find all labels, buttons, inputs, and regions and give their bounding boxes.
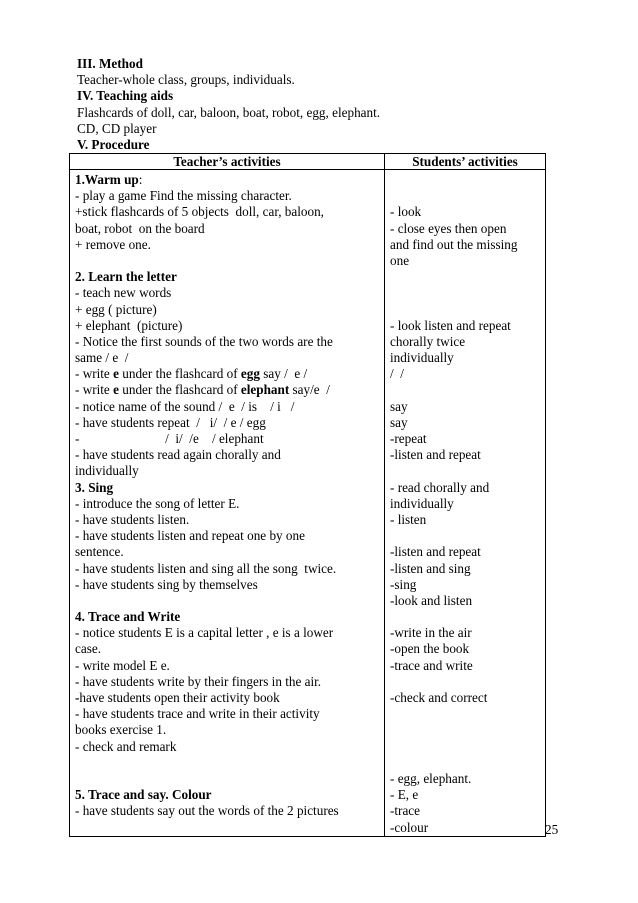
teacher-activity-line (75, 318, 381, 334)
text-segment: - write (75, 366, 114, 382)
student-activity-line (390, 722, 542, 738)
teacher-activity-line (75, 512, 381, 528)
procedure-table (69, 153, 546, 837)
text-segment: -colour (390, 819, 429, 835)
text-segment: -sing (390, 576, 417, 592)
teacher-activity-line (75, 382, 381, 398)
text-segment: - E, e (390, 787, 419, 803)
teacher-activity-line (75, 544, 381, 560)
text-segment: under the flashcard of (118, 366, 241, 382)
text-segment: -listen and repeat (390, 544, 481, 560)
student-activity-line (390, 771, 542, 787)
text-segment: - write model E e. (75, 657, 170, 673)
teacher-activity-line (75, 528, 381, 544)
text-segment: -listen and sing (390, 560, 471, 576)
header-line: CD, CD player (77, 120, 157, 136)
student-column-header: Students’ activities (385, 154, 546, 170)
text-segment: - have students listen. (75, 511, 190, 527)
lesson-header (77, 56, 380, 153)
text-segment: - have students say out the words of the 2 pictures (75, 803, 339, 819)
header-line: IV. Teaching aids (77, 88, 174, 104)
teacher-activity-line (75, 463, 381, 479)
text-segment: - listen (390, 511, 427, 527)
text-segment: - introduce the song of letter E. (75, 495, 240, 511)
text-segment: - have students trace and write in their activity (75, 706, 320, 722)
teacher-activity-line (75, 237, 381, 253)
student-activity-line (390, 431, 542, 447)
text-segment: say (390, 398, 408, 414)
text-segment: one (390, 252, 410, 268)
text-segment: - have students listen and repeat one by one (75, 528, 305, 544)
text-segment: + egg ( picture) (75, 301, 157, 317)
text-segment: e (113, 382, 119, 398)
student-activity-line (390, 512, 542, 528)
text-segment: - (75, 690, 80, 705)
student-activity-line (390, 366, 542, 382)
table-row (70, 170, 546, 837)
teacher-activity-line (75, 593, 381, 609)
text-segment: -write in the air (390, 625, 472, 641)
teacher-activity-line (75, 771, 381, 787)
teacher-activity-line (75, 188, 381, 204)
text-segment: - egg, elephant. (390, 770, 472, 786)
teacher-activity-line (75, 269, 381, 285)
text-segment: - play a game Find the missing character. (75, 188, 292, 204)
teacher-activity-line (75, 366, 381, 382)
student-activity-line (390, 641, 542, 657)
student-activity-line (390, 561, 542, 577)
student-activity-line (390, 658, 542, 674)
text-segment: + elephant (picture) (75, 317, 183, 333)
teacher-activity-line (75, 415, 381, 431)
text-segment: : (138, 172, 143, 187)
student-activity-line (390, 625, 542, 641)
teacher-activity-line (75, 722, 381, 738)
text-segment: -trace and write (390, 657, 473, 673)
student-activity-line (390, 463, 542, 479)
teacher-activity-line (75, 658, 381, 674)
text-segment: - write (75, 382, 114, 398)
text-segment: individually (390, 350, 454, 366)
student-activity-line (390, 415, 542, 431)
student-activities-cell (385, 170, 546, 837)
teacher-activity-line (75, 755, 381, 771)
teacher-activity-line (75, 561, 381, 577)
student-activity-line (390, 609, 542, 625)
text-segment: -check and correct (390, 690, 488, 705)
header-line: Teacher-whole class, groups, individuals. (77, 72, 295, 88)
header-line: V. Procedure (77, 137, 150, 153)
student-activity-line (390, 480, 542, 496)
text-segment: - have students listen and sing all the song twice. (75, 560, 337, 576)
text-segment: e (113, 366, 119, 382)
student-activity-line (390, 820, 542, 836)
text-segment: - have students repeat / i/ / e / egg (75, 414, 266, 430)
teacher-activity-line (75, 334, 381, 350)
teacher-activity-line (75, 221, 381, 237)
text-segment: -trace (390, 803, 421, 819)
text-segment: -look and listen (390, 592, 473, 608)
teacher-activity-line (75, 787, 381, 803)
text-segment: +stick flashcards of 5 objects doll, car, baloon, (75, 204, 324, 220)
text-segment: - notice students E is a capital letter , e is a lower (75, 625, 334, 641)
student-activity-line (390, 528, 542, 544)
text-segment: under the flashcard of (118, 382, 241, 398)
teacher-activity-line (75, 431, 381, 447)
student-activity-line (390, 593, 542, 609)
teacher-activity-line (75, 447, 381, 463)
teacher-activity-line (75, 302, 381, 318)
student-activity-line (390, 674, 542, 690)
text-segment: have students open their activity book (79, 690, 280, 705)
student-activity-line (390, 334, 542, 350)
text-segment: egg (240, 366, 260, 382)
text-segment: -repeat (390, 431, 427, 446)
student-activity-line (390, 803, 542, 819)
student-activity-line (390, 318, 542, 334)
student-activity-line (390, 269, 542, 285)
text-segment: - Notice the first sounds of the two words are the (75, 333, 333, 349)
student-activity-line (390, 350, 542, 366)
header-line: III. Method (77, 56, 143, 71)
teacher-activity-line (75, 739, 381, 755)
teacher-column-header: Teacher’s activities (70, 154, 385, 170)
text-segment: - read chorally and (390, 479, 490, 495)
text-segment: 5. Trace and say. Colour (75, 787, 212, 803)
student-activity-line (390, 706, 542, 722)
text-segment: and find out the missing (390, 236, 518, 252)
teacher-activities-cell (70, 170, 385, 837)
text-segment: -listen and repeat (390, 447, 481, 463)
header-line: Flashcards of doll, car, baloon, boat, robot, egg, elephant. (77, 104, 381, 120)
teacher-activity-line (75, 172, 381, 188)
student-activity-line (390, 787, 542, 803)
student-activity-line (390, 399, 542, 415)
text-segment: - look (390, 204, 422, 220)
student-activity-line (390, 172, 542, 188)
text-segment: - check and remark (75, 738, 177, 754)
student-activity-line (390, 755, 542, 771)
student-activity-line (390, 285, 542, 301)
teacher-activity-line (75, 480, 381, 496)
text-segment: individually (390, 495, 454, 511)
teacher-activity-line (75, 674, 381, 690)
teacher-activity-line (75, 204, 381, 220)
teacher-activity-line (75, 690, 381, 706)
student-activity-line (390, 577, 542, 593)
text-segment: sentence. (75, 544, 124, 560)
text-segment: - close eyes then open (390, 220, 507, 236)
text-segment: - have students sing by themselves (75, 576, 258, 592)
text-segment: case. (75, 641, 101, 657)
teacher-activity-line (75, 577, 381, 593)
text-segment: - teach new words (75, 285, 172, 301)
text-segment: same / e / (75, 350, 129, 366)
teacher-activity-line (75, 609, 381, 625)
text-segment: - look listen and repeat (390, 317, 511, 333)
text-segment: - notice name of the sound / e / is / i / (75, 398, 295, 414)
student-activity-line (390, 302, 542, 318)
text-segment: say/e / (289, 382, 330, 398)
student-activity-line (390, 188, 542, 204)
teacher-activity-line (75, 350, 381, 366)
student-activity-line (390, 544, 542, 560)
text-segment: - / i/ /e / elephant (75, 431, 264, 446)
teacher-activity-line (75, 253, 381, 269)
table-header-row (70, 154, 546, 170)
student-activity-line (390, 221, 542, 237)
student-activity-line (390, 237, 542, 253)
teacher-activity-line (75, 399, 381, 415)
text-segment: 4. Trace and Write (75, 609, 181, 625)
text-segment: 1.Warm up (75, 172, 139, 187)
teacher-activity-line (75, 641, 381, 657)
text-segment: + remove one. (75, 236, 151, 252)
text-segment: boat, robot on the board (75, 220, 205, 236)
text-segment: 3. Sing (75, 479, 114, 495)
text-segment: individually (75, 463, 139, 479)
student-activity-line (390, 253, 542, 269)
text-segment: 2. Learn the letter (75, 269, 177, 285)
text-segment: elephant (240, 382, 290, 398)
text-segment: say (390, 414, 408, 430)
text-segment: - have students read again chorally and (75, 447, 281, 463)
student-activity-line (390, 496, 542, 512)
text-segment: / / (390, 366, 404, 382)
teacher-activity-line (75, 706, 381, 722)
text-segment: -open the book (390, 641, 470, 657)
teacher-activity-line (75, 285, 381, 301)
student-activity-line (390, 382, 542, 398)
teacher-activity-line (75, 496, 381, 512)
page-number: 25 (545, 822, 559, 837)
text-segment: - have students write by their fingers in the air. (75, 673, 322, 689)
text-segment: say / e / (259, 366, 308, 382)
student-activity-line (390, 447, 542, 463)
text-segment: chorally twice (390, 333, 466, 349)
student-activity-line (390, 690, 542, 706)
teacher-activity-line (75, 803, 381, 819)
text-segment: books exercise 1. (75, 722, 167, 738)
student-activity-line (390, 739, 542, 755)
teacher-activity-line (75, 625, 381, 641)
student-activity-line (390, 204, 542, 220)
